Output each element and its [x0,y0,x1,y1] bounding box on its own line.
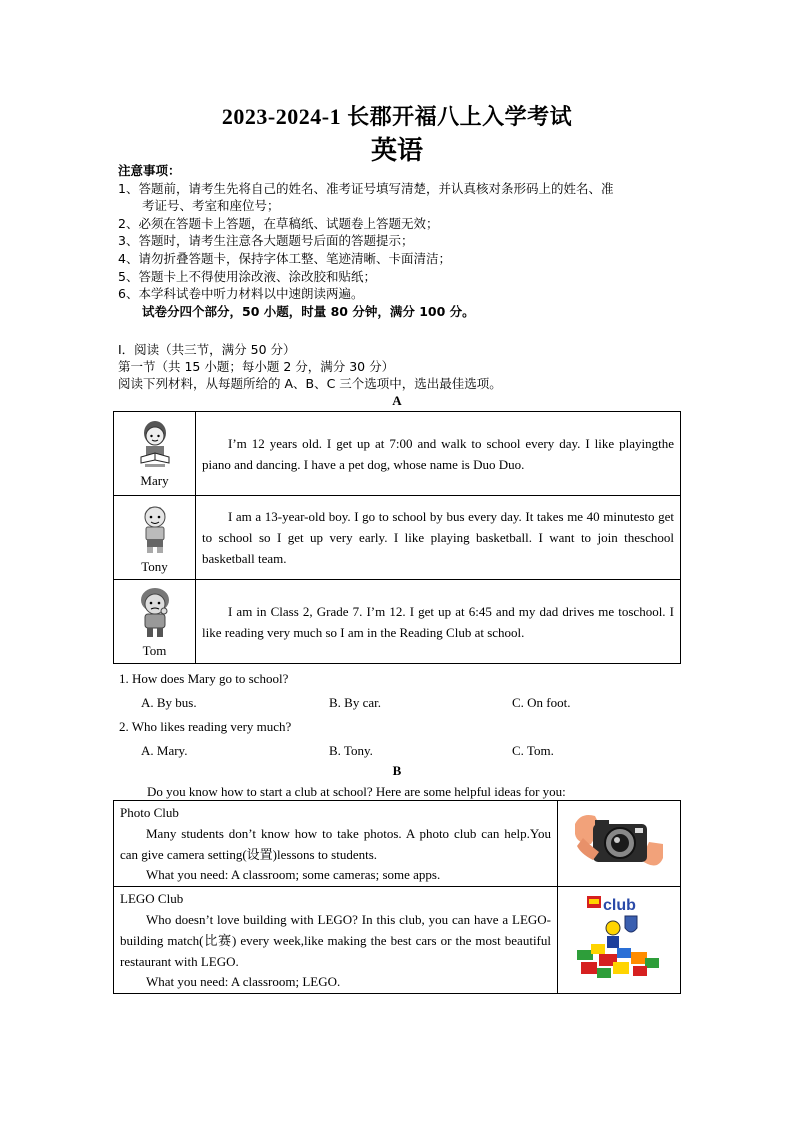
student-name: Mary [140,472,169,488]
question-2: 2. Who likes reading very much? [119,719,292,734]
student-name: Tom [142,642,167,658]
club-name: Photo Club [120,805,179,820]
exam-title: 2023-2024-1 长郡开福八上入学考试 [221,104,573,129]
table-row [114,580,681,664]
passage-b-table [113,800,681,994]
profile-cell [114,412,196,496]
option-a: A. By bus. [141,695,197,710]
student-name: Tony [141,558,168,574]
option-b: B. By car. [329,695,381,710]
notice-item: 5、答题卡上不得使用涂改液、涂改胶和贴纸； [118,268,376,284]
girl-reading-icon [135,419,175,469]
notice-item: 4、请勿折叠答题卡，保持字体工整、笔迹清晰、卡面清洁； [118,250,451,266]
section1-instruction: 阅读下列材料，从每题所给的 A、B、C 三个选项中，选出最佳选项。 [118,376,502,391]
club-image-cell [558,887,681,994]
option-b: B. Tony. [329,743,373,758]
logo-club-text: club [603,897,636,915]
table-row [114,412,681,496]
notice-item: 3、答题时，请考生注意各大题题号后面的答题提示； [118,233,414,249]
profile-text-cell [196,580,681,664]
notice-item: 6、本学科试卷中听力材料以中速朗读两遍。 [118,286,364,302]
club-text-cell [114,801,558,887]
club-need: What you need: A classroom; some cameras; some apps. [146,867,441,883]
notice-item: 1、答题前，请考生先将自己的姓名、准考证号填写清楚，并认真核对条形码上的姓名、准 [118,180,614,196]
notice-item: 2、必须在答题卡上答题，在草稿纸、试题卷上答题无效； [118,215,439,231]
profile-cell [114,496,196,580]
profile-text: I am a 13-year-old boy. I go to school by bus every day. It takes me 40 minutesto get to school so I get up very early. I like playing basketball. I want to join theschool basketball team. [202,509,674,566]
camera-hands-icon [571,804,667,880]
passage-b-intro: Do you know how to start a club at school? Here are some helpful ideas for you: [147,784,566,799]
table-row [114,496,681,580]
notice-item-continuation: 考证号、考室和座位号； [142,198,280,214]
exam-summary: 试卷分四个部分，50 小题，时量 80 分钟，满分 100 分。 [142,303,475,319]
boy-thinking-icon [133,585,177,639]
passage-a-letter: A [392,393,402,408]
table-row [114,887,681,994]
lego-club-logo [573,892,665,984]
section1-title: 第一节（共 15 小题；每小题 2 分，满分 30 分） [118,359,395,374]
boy-standing-icon [135,501,175,555]
profile-text: I’m 12 years old. I get up at 7:00 and walk to school every day. I like playingthe piano and dancing. I have a pet dog, whose name is Duo Duo. [202,435,674,472]
option-c: C. On foot. [512,695,571,710]
passage-b-letter: B [392,763,402,778]
part1-title: I．阅读（共三节，满分 50 分） [118,342,296,357]
profile-text-cell [196,412,681,496]
club-body: Many students don’t know how to take photos. A photo club can help.You can give camera setting(设置)lessons to students. [120,825,551,862]
notice-block [118,162,683,320]
passage-a-table [113,411,681,664]
table-row [114,801,681,887]
question-1: 1. How does Mary go to school? [119,671,289,686]
option-c: C. Tom. [512,743,554,758]
club-name: LEGO Club [120,891,184,907]
club-body: Who doesn’t love building with LEGO? In this club, you can have a LEGO-building match(比赛) every week,like making the best cars or the most beautiful restaurant with LEGO. [120,911,551,969]
profile-text: I am in Class 2, Grade 7. I’m 12. I get up at 6:45 and my dad drives me toschool. I like reading very much so I am in the Reading Club at school. [202,603,674,640]
club-image-cell [558,801,681,887]
club-text-cell [114,887,558,994]
option-a: A. Mary. [141,743,188,758]
subject-title: 英语 [370,136,423,165]
profile-text-cell [196,496,681,580]
club-need: What you need: A classroom; LEGO. [146,974,341,990]
profile-cell [114,580,196,664]
notice-heading: 注意事项： [118,163,181,178]
